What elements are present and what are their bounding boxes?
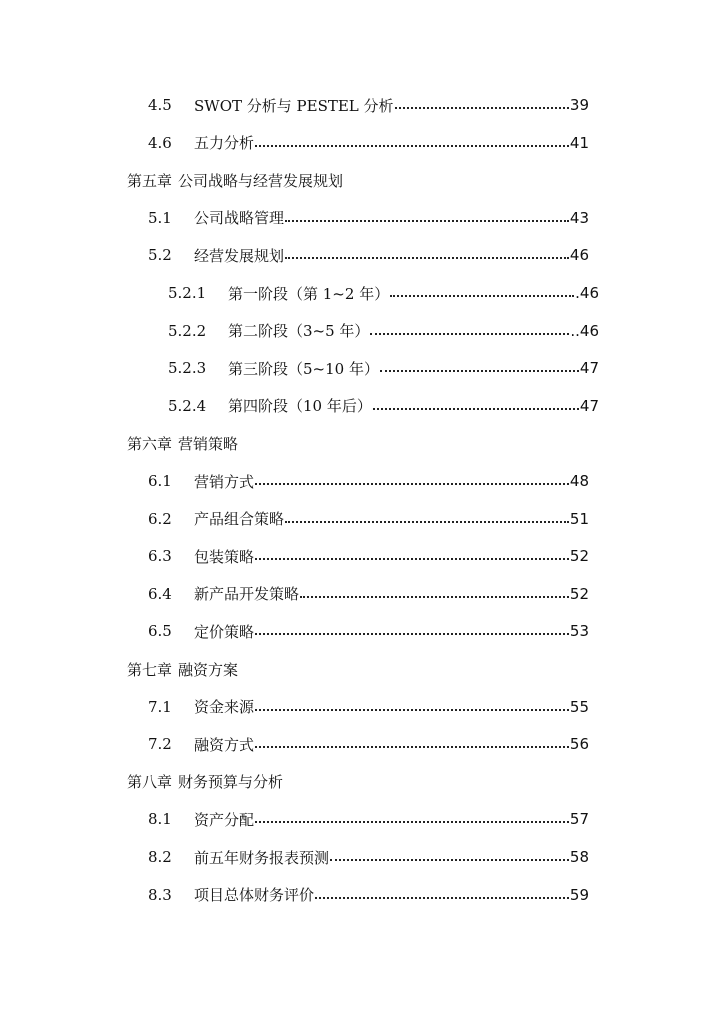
toc-entry-number: 4.5: [148, 96, 172, 114]
toc-entry-number: 第六章: [127, 434, 173, 453]
toc-dot-leader: [315, 897, 569, 899]
toc-dot-leader: [373, 408, 579, 410]
toc-entry-section[interactable]: [148, 618, 589, 644]
toc-entry-number: 8.1: [148, 810, 172, 829]
toc-entry-title: 项目总体财务评价: [194, 886, 315, 905]
toc-entry-title: 资产分配: [194, 810, 255, 829]
toc-entry-number: 5.1: [148, 208, 172, 227]
toc-entry-chapter[interactable]: [127, 167, 427, 193]
toc-dot-leader: [390, 295, 574, 297]
toc-entry-title: 新产品开发策略: [194, 585, 300, 604]
toc-entry-page-number: 56: [569, 735, 589, 754]
toc-dot-leader: [285, 521, 569, 523]
toc-entry-page-number: 47: [579, 359, 599, 378]
toc-entry-title: 公司战略与经营发展规划: [178, 171, 344, 190]
toc-entry-page-number: 52: [569, 547, 589, 566]
toc-entry-page-number: 51: [569, 509, 589, 528]
toc-entry-section[interactable]: [148, 468, 589, 494]
toc-entry-title: 融资方案: [178, 660, 239, 679]
toc-entry-title: 包装策略: [194, 547, 255, 566]
toc-entry-title: 财务预算与分析: [178, 773, 284, 792]
toc-entry-page-number: ..46: [570, 321, 599, 340]
toc-entry-title: 前五年财务报表预测: [194, 848, 330, 867]
toc-entry-section[interactable]: [148, 694, 589, 720]
toc-entry-page-number: 52: [569, 584, 589, 603]
toc-entry-page-number: 58: [569, 848, 589, 866]
toc-dot-leader: [255, 709, 569, 711]
toc-entry-chapter[interactable]: [127, 430, 427, 456]
toc-dot-leader: [300, 596, 569, 598]
toc-entry-title: 第二阶段（3~5 年）: [228, 322, 370, 341]
toc-entry-section[interactable]: [148, 242, 589, 268]
toc-entry-number: 第八章: [127, 773, 173, 792]
toc-entry-title: 第一阶段（第 1~2 年）: [228, 284, 390, 303]
toc-dot-leader: [285, 220, 569, 222]
toc-entry-subsection[interactable]: [168, 393, 599, 419]
toc-entry-section[interactable]: [148, 543, 589, 569]
toc-entry-page-number: 41: [569, 133, 589, 152]
toc-entry-number: 6.1: [148, 472, 172, 490]
toc-entry-number: 8.2: [148, 848, 172, 866]
toc-entry-title: 产品组合策略: [194, 510, 285, 529]
toc-entry-title: 营销方式: [194, 472, 255, 491]
toc-dot-leader: [255, 821, 569, 823]
toc-entry-section[interactable]: [148, 92, 589, 118]
toc-entry-page-number: 47: [579, 396, 599, 415]
toc-entry-page-number: 39: [569, 96, 589, 114]
toc-entry-number: 6.2: [148, 509, 172, 528]
toc-entry-chapter[interactable]: [127, 656, 427, 682]
toc-entry-page-number: 48: [569, 472, 589, 490]
toc-entry-section[interactable]: [148, 506, 589, 532]
toc-entry-title: 公司战略管理: [194, 209, 285, 228]
toc-entry-section[interactable]: [148, 205, 589, 231]
toc-entry-title: 第四阶段（10 年后）: [228, 397, 372, 416]
toc-entry-section[interactable]: [148, 130, 589, 156]
toc-entry-page-number: 59: [569, 885, 589, 904]
toc-entry-number: 7.1: [148, 697, 172, 716]
toc-entry-page-number: .46: [575, 284, 599, 302]
toc-entry-subsection[interactable]: [168, 355, 599, 381]
toc-entry-number: 第七章: [127, 660, 173, 679]
toc-dot-leader: [255, 746, 569, 748]
toc-entry-page-number: 55: [569, 697, 589, 716]
toc-entry-title: SWOT 分析与 PESTEL 分析: [194, 96, 394, 115]
toc-entry-section[interactable]: [148, 806, 589, 832]
toc-entry-section[interactable]: [148, 581, 589, 607]
toc-entry-number: 5.2.2: [168, 321, 207, 340]
toc-entry-page-number: 57: [569, 810, 589, 829]
toc-entry-number: 6.4: [148, 584, 172, 603]
toc-dot-leader: [255, 145, 569, 147]
toc-dot-leader: [330, 859, 569, 861]
toc-entry-chapter[interactable]: [127, 769, 427, 795]
toc-dot-leader: [255, 483, 569, 485]
toc-dot-leader: [255, 558, 569, 560]
toc-entry-number: 第五章: [127, 171, 173, 190]
toc-entry-title: 定价策略: [194, 622, 255, 641]
toc-dot-leader: [370, 333, 569, 335]
toc-entry-section[interactable]: [148, 882, 589, 908]
toc-entry-number: 5.2.3: [168, 359, 207, 378]
toc-entry-title: 第三阶段（5~10 年）: [228, 359, 379, 378]
toc-dot-leader: [380, 370, 579, 372]
toc-entry-page-number: 53: [569, 622, 589, 641]
toc-entry-title: 融资方式: [194, 735, 255, 754]
toc-entry-number: 5.2.4: [168, 396, 207, 415]
toc-entry-title: 营销策略: [178, 434, 239, 453]
toc-entry-number: 5.2: [148, 246, 172, 265]
toc-entry-number: 6.3: [148, 547, 172, 566]
toc-entry-title: 五力分析: [194, 134, 255, 153]
toc-entry-section[interactable]: [148, 844, 589, 870]
toc-dot-leader: [255, 633, 569, 635]
toc-dot-leader: [285, 257, 569, 259]
toc-entry-title: 资金来源: [194, 698, 255, 717]
toc-entry-number: 5.2.1: [168, 284, 207, 302]
toc-entry-number: 7.2: [148, 735, 172, 754]
toc-entry-page-number: 46: [569, 246, 589, 265]
toc-entry-subsection[interactable]: [168, 318, 599, 344]
toc-entry-title: 经营发展规划: [194, 246, 285, 265]
toc-entry-number: 4.6: [148, 133, 172, 152]
toc-entry-page-number: 43: [569, 208, 589, 227]
toc-entry-number: 8.3: [148, 885, 172, 904]
toc-entry-subsection[interactable]: [168, 280, 599, 306]
toc-entry-section[interactable]: [148, 731, 589, 757]
toc-entry-number: 6.5: [148, 622, 172, 641]
toc-dot-leader: [395, 107, 569, 109]
